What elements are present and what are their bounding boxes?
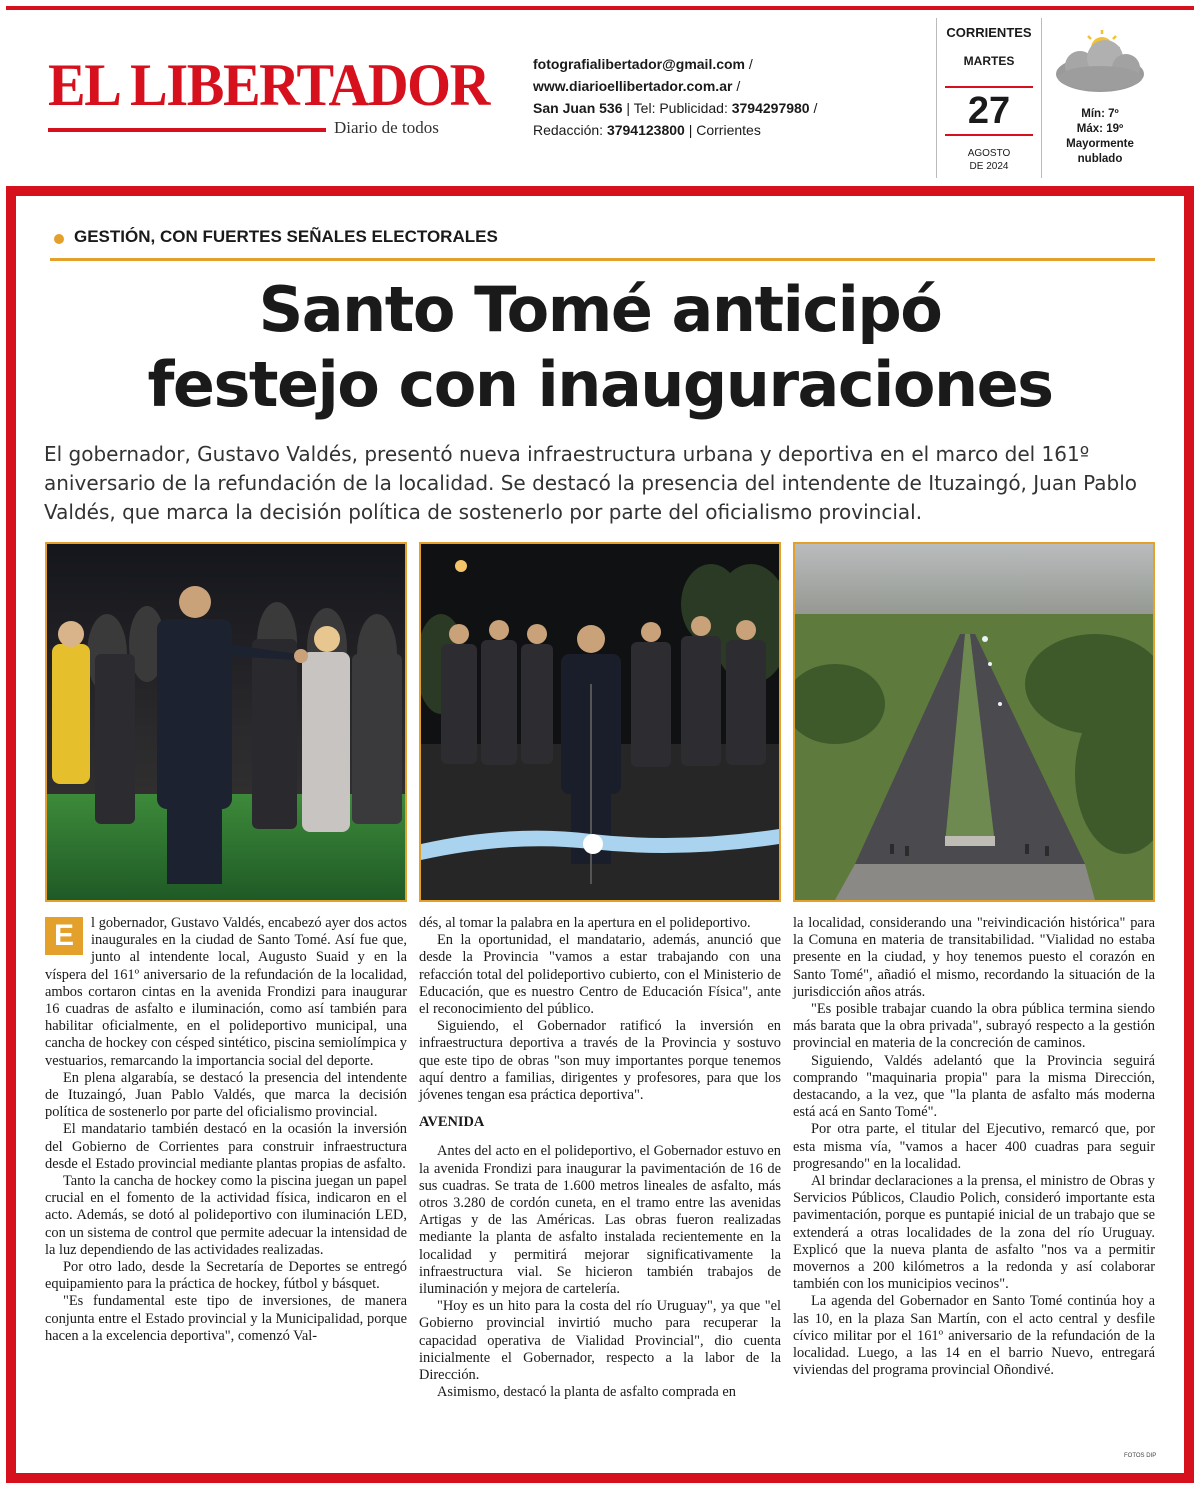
kicker-text: GESTIÓN, CON FUERTES SEÑALES ELECTORALES	[74, 227, 498, 246]
paragraph	[45, 915, 407, 1070]
weather-condition-2: nublado	[1077, 153, 1123, 165]
contact-website[interactable]: www.diarioellibertador.com.ar	[533, 78, 733, 94]
date-box	[936, 18, 1042, 178]
newsroom-phone: 3794123800	[606, 122, 685, 138]
weather-forecast	[1046, 107, 1154, 167]
paragraph: "Hoy es un hito para la costa del río Uruguay", ya que "el Gobierno provincial invirtió mucho para recuperar la capacidad operativa de Vialidad Provincial", dio cuenta inicialmente el Gobernador, respecto a la labor de la Dirección.	[419, 1298, 781, 1384]
date-day-number: 27	[945, 86, 1033, 136]
section-kicker	[50, 226, 1155, 262]
ads-label: Tel: Publicidad:	[633, 100, 728, 116]
contact-address: San Juan 536	[533, 100, 623, 116]
headline-line-2: festejo con inauguraciones	[147, 348, 1053, 421]
article-column-3	[793, 915, 1155, 1379]
weather-max: Máx: 19º	[1076, 123, 1124, 135]
paragraph: Siguiendo, el Gobernador ratificó la inversión en infraestructura deportiva a través de la Provincia y sostuvo que este tipo de obras "son muy importantes porque tenemos aquí dentro a familias, dirigentes y profesores, para que los jóvenes tengan esa práctica deportiva".	[419, 1018, 781, 1104]
logo-underline	[48, 128, 326, 132]
headline-line-1: Santo Tomé anticipó	[258, 273, 942, 346]
photo-credit: FOTOS DIP	[1124, 1453, 1157, 1459]
date-city: CORRIENTES	[946, 25, 1032, 40]
logo-title: EL LIBERTADOR	[48, 52, 489, 118]
paragraph-text: l gobernador, Gustavo Valdés, encabezó ayer dos actos inaugurales en la ciudad de Santo Tomé. Así fue que, junto al intendente local, Augusto Suaid y en la víspera del 161º aniversario de la refundación de la localidad, ambos cortaron cintas en la avenida Frondizi para inaugurar 16 cuadras de asfalto e iluminación, como así también para habilitar oficialmente, en el polideportivo municipal, una cancha de hockey con césped sintético, piscina semiolímpica y vestuarios, remarcando la importancia social del deporte.	[45, 915, 407, 1069]
date-weekday: MARTES	[963, 54, 1015, 68]
paragraph: La agenda del Gobernador en Santo Tomé continúa hoy a las 10, en la plaza San Martín, con el acto central y desfile cívico militar por el 161º aniversario de la refundación de la localidad. Luego, a las 14 en el barrio Nuevo, entregará viviendas del programa provincial Oñondivé.	[793, 1293, 1155, 1379]
dropcap: E	[45, 917, 83, 955]
paragraph: dés, al tomar la palabra en la apertura en el polideportivo.	[419, 915, 751, 931]
weather-min: Mín: 7º	[1081, 108, 1119, 120]
contact-email[interactable]: fotografialibertador@gmail.com	[533, 56, 746, 72]
article-column-1	[45, 915, 407, 1345]
top-rule	[6, 6, 1194, 10]
paragraph: El mandatario también destacó en la ocasión la inversión del Gobierno de Corrientes para construir infraestructura desde el Estado provincial mediante plantas propias de asfalto.	[45, 1121, 407, 1172]
article-deck: El gobernador, Gustavo Valdés, presentó nueva infraestructura urbana y deportiva en el marco del 161º aniversario de la refundación de la localidad. Se destacó la presencia del intendente de Ituzaingó, Juan Pablo Valdés, que marca la decisión política de sostenerlo por parte del oficialismo provincial.	[44, 442, 1138, 524]
weather-condition-1: Mayormente	[1066, 138, 1134, 150]
paragraph: la localidad, considerando una "reivindicación histórica" para la Comuna en materia de transitabilidad. "Vialidad no estaba presente en la ciudad, y hoy tenemos puesto el corazón en Santo Tomé", añadió el mismo, recordando la situación de la jurisdicción años atrás.	[793, 915, 1155, 1000]
paragraph: Tanto la cancha de hockey como la piscina juegan un papel crucial en el fomento de la actividad física, indicaron en el acto. Además, se dotó al polideportivo con iluminación LED, con un sistema de control que permite adecuar la intensidad de la luz dependiendo de las actividades realizadas.	[45, 1173, 407, 1258]
paragraph: Siguiendo, Valdés adelantó que la Provincia seguirá comprando "maquinaria propia" para la misma Dirección, destacando, a la vez, que "la planta de asfalto más moderna está acá en Santo Tomé".	[793, 1052, 1155, 1121]
paragraph: Por otra parte, el titular del Ejecutivo, remarcó que, por esta misma vía, "vamos a hacer 400 cuadras para seguir progresando" en la localidad.	[793, 1121, 1155, 1172]
logo-subtitle: Diario de todos	[334, 118, 439, 137]
masthead-band	[6, 186, 1194, 196]
photo-avenue-aerial[interactable]	[793, 542, 1155, 902]
contact-city: Corrientes	[696, 122, 761, 138]
paragraph: "Es fundamental este tipo de inversiones, de manera conjunta entre el Estado provincial y la Municipalidad, porque hacen a la excelencia deportiva", comenzó Val-	[45, 1293, 407, 1344]
bullet-icon	[54, 234, 64, 244]
contact-info: fotografialibertador@gmail.com / www.diarioellibertador.com.ar / San Juan 536 | Tel: Publicidad: 3794297980 / Redacción: 3794123800 | Corrientes	[533, 56, 818, 138]
section-subhead: AVENIDA	[419, 1114, 485, 1131]
paragraph: Por otro lado, desde la Secretaría de Deportes se entregó equipamiento para la práctica de hockey, fútbol y básquet.	[45, 1259, 407, 1293]
ads-phone: 3794297980	[731, 100, 810, 116]
photo-governor-speech[interactable]	[45, 542, 407, 902]
kicker-rule	[50, 258, 1155, 261]
paragraph: "Es posible trabajar cuando la obra pública termina siendo más barata que la obra privada", subrayó respecto a la gestión provincial en materia de la concreción de caminos.	[793, 1001, 1155, 1052]
weather-box	[1046, 22, 1154, 178]
date-month-year	[937, 147, 1041, 173]
paragraph: Asimismo, destacó la planta de asfalto comprada en	[437, 1384, 736, 1401]
paragraph: Al brindar declaraciones a la prensa, el ministro de Obras y Servicios Públicos, Claudio Polich, consideró importante esta pavimentación, porque es puntapié inicial de un trabajo que se extenderá a otras localidades de la zona del río Uruguay. Explicó que la nueva planta de asfalto "nos va a permitir movernos a 200 kilómetros a la redonda y así colaborar también con los municipios vecinos".	[793, 1173, 1155, 1293]
date-year: DE 2024	[969, 161, 1009, 172]
paragraph: En plena algarabía, se destacó la presencia del intendente de Ituzaingó, Juan Pablo Valdés, que marca la decisión política de sostenerlo por parte del oficialismo provincial.	[45, 1069, 407, 1121]
paragraph: Antes del acto en el polideportivo, el Gobernador estuvo en la avenida Frondizi para inaugurar la pavimentación de 16 de sus cuadras. Se trata de 1.600 metros lineales de asfalto, más otros 3.280 de cordón cuneta, en el tramo entre las avenidas Artigas y de las Américas. Las obras fueron realizadas mediante la planta de asfalto instalada recientemente en la localidad y permitirá mejorar significativamente la infraestructura vial. Se hicieron también trabajos de iluminación y mejora de cartelería.	[419, 1143, 781, 1298]
paragraph: En la oportunidad, el mandatario, además, anunció que desde la Provincia "vamos a estar trabajando con una refacción total del polideportivo cubierto, con el Ministerio de Educación, que es nuestro Centro de Educación Física", ante el reconocimiento del público.	[419, 932, 781, 1018]
newsroom-label: Redacción:	[533, 122, 604, 138]
photo-ribbon-cutting[interactable]	[419, 542, 781, 902]
newspaper-logo[interactable]	[48, 50, 489, 140]
article-column-2	[419, 915, 781, 1401]
date-month: AGOSTO	[967, 148, 1011, 159]
headline[interactable]	[40, 272, 1160, 422]
partly-cloudy-icon	[1050, 28, 1148, 98]
